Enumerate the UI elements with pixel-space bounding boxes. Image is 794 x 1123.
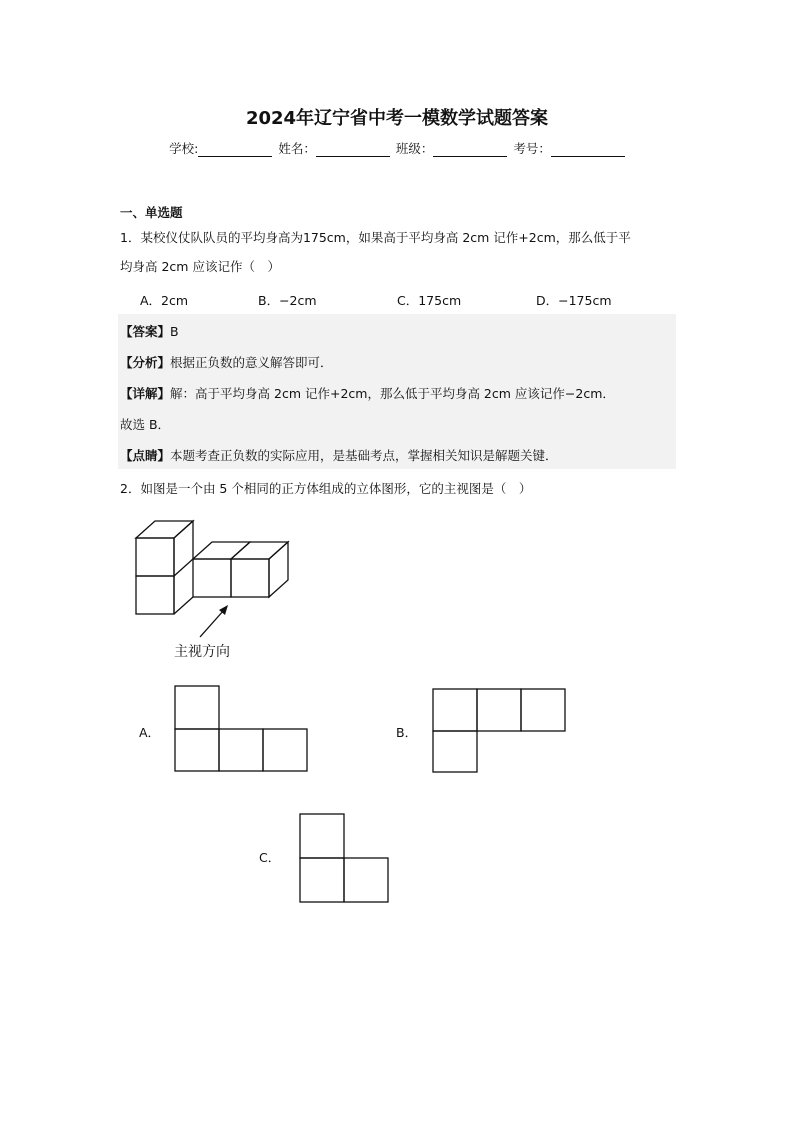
cube-front-bottom-left bbox=[136, 576, 174, 614]
exam-number-label: 考号： bbox=[513, 141, 551, 156]
analysis-text: 根据正负数的意义解答即可． bbox=[170, 355, 333, 370]
view-direction-arrow bbox=[200, 605, 228, 637]
analysis-tag: 【分析】 bbox=[120, 355, 171, 370]
class-label: 班级： bbox=[395, 141, 434, 156]
q1-option-a: A．2cm bbox=[140, 293, 189, 308]
school-label: 学校: bbox=[169, 141, 199, 156]
view-direction-label: 主视方向 bbox=[174, 644, 230, 660]
cube-side-upper bbox=[174, 521, 193, 576]
q1-option-d: D．−175cm bbox=[536, 293, 612, 308]
option-a-figure bbox=[175, 686, 307, 771]
name-label: 姓名： bbox=[278, 141, 316, 156]
cube-side-right bbox=[269, 542, 288, 597]
comment-tag: 【点睛】 bbox=[120, 448, 171, 463]
q1-option-b: B．−2cm bbox=[258, 293, 317, 308]
option-c-label: C． bbox=[259, 850, 281, 865]
cube-stack-figure bbox=[136, 521, 288, 614]
comment-text: 本题考查正负数的实际应用，是基础考点，掌握相关知识是解题关键． bbox=[170, 448, 558, 463]
option-c-figure bbox=[300, 814, 388, 902]
option-b-label: B． bbox=[396, 725, 418, 740]
page-title: 2024年辽宁省中考一模数学试题答案 bbox=[245, 108, 549, 129]
section-heading: 一、单选题 bbox=[120, 205, 183, 220]
option-a-label: A． bbox=[139, 725, 161, 740]
cube-front-right bbox=[231, 559, 269, 597]
detail-text: 解：高于平均身高 2cm 记作+2cm，那么低于平均身高 2cm 应该记作−2cm． bbox=[170, 386, 615, 401]
option-b-figure bbox=[433, 689, 565, 772]
question-2-text: 2．如图是一个由 5 个相同的正方体组成的立体图形，它的主视图是（ ） bbox=[120, 481, 532, 496]
question-1-line-1: 1．某校仪仗队队员的平均身高为175cm，如果高于平均身高 2cm 记作+2cm，那么低于平 bbox=[120, 230, 631, 245]
cube-edge-base bbox=[174, 597, 193, 614]
answer-value: B bbox=[170, 324, 179, 339]
q1-option-c: C．175cm bbox=[397, 293, 462, 308]
cube-front-mid bbox=[193, 559, 231, 597]
answer-tag: 【答案】 bbox=[120, 324, 171, 339]
choose-line: 故选 B． bbox=[120, 417, 171, 432]
question-1-line-2: 均身高 2cm 应该记作（ ） bbox=[120, 259, 280, 274]
cube-front-top-left bbox=[136, 538, 174, 576]
detail-tag: 【详解】 bbox=[120, 386, 171, 401]
